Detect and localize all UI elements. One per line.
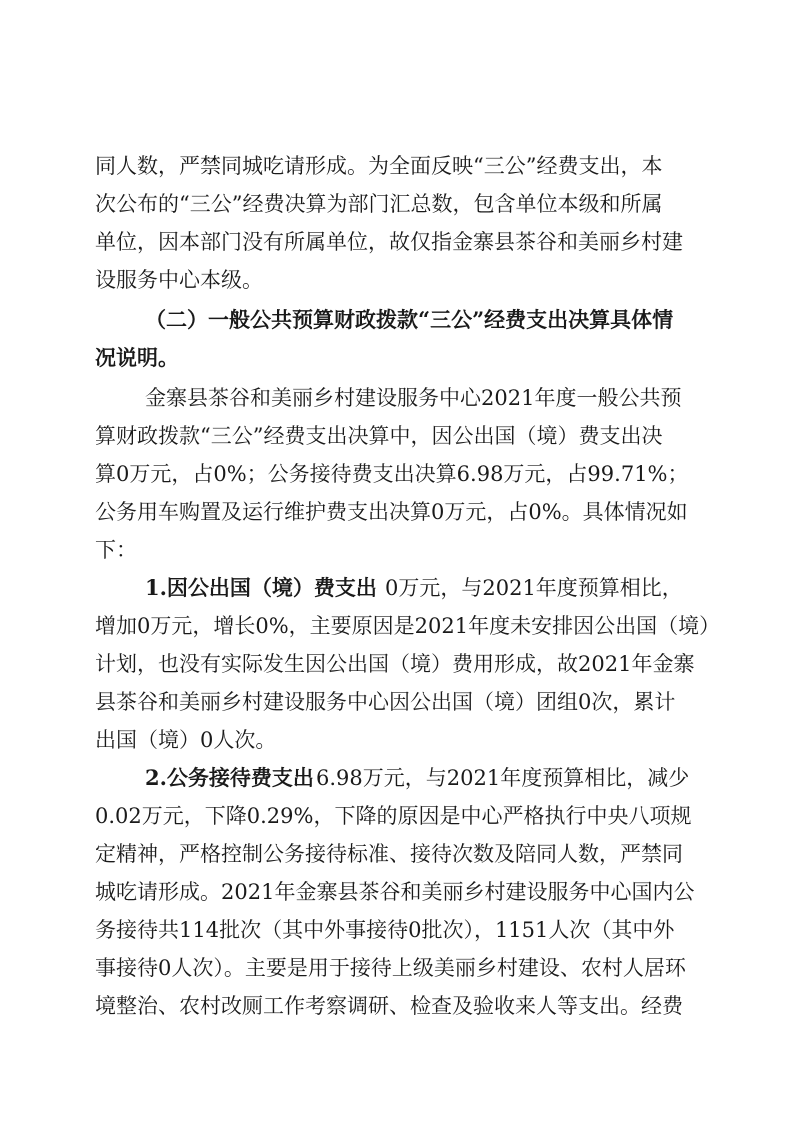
- text-line: 同人数，严禁同城吃请形成。为全面反映“三公”经费支出，本: [95, 154, 663, 178]
- paragraph-line: [0, 606, 793, 646]
- paragraph-line: [0, 530, 793, 570]
- text-line: 公务用车购置及运行维护费支出决算0万元，占0%。具体情况如: [95, 500, 688, 524]
- text-line: 次公布的“三公”经费决算为部门汇总数，包含单位本级和所属: [95, 192, 663, 216]
- text-line: 金寨县茶谷和美丽乡村建设服务中心2021年度一般公共预: [145, 386, 682, 410]
- paragraph-line: [0, 184, 793, 224]
- item-1-first-line: [0, 568, 793, 608]
- item-2-heading: 2.公务接待费支出: [145, 765, 314, 790]
- paragraph-line: [0, 260, 793, 300]
- paragraph-line: [0, 416, 793, 456]
- text-line: 单位，因本部门没有所属单位，故仅指金寨县茶谷和美丽乡村建: [95, 230, 683, 254]
- text-line: 0.02万元，下降0.29%，下降的原因是中心严格执行中央八项规: [95, 804, 692, 828]
- text-line: 6.98万元，与2021年度预算相比，减少: [316, 766, 690, 790]
- paragraph-line: [0, 682, 793, 722]
- text-line: 事接待0人次）。主要是用于接待上级美丽乡村建设、农村人居环: [95, 956, 686, 980]
- text-line: 增加0万元，增长0%，主要原因是2021年度未安排因公出国（境）: [95, 614, 721, 638]
- text-line: 算财政拨款“三公”经费支出决算中，因公出国（境）费支出决: [95, 424, 663, 448]
- paragraph-line: [0, 720, 793, 760]
- text-line: 境整治、农村改厕工作考察调研、检查及验收来人等支出。经费: [95, 994, 683, 1018]
- paragraph-line: [0, 378, 793, 418]
- text-line: 县茶谷和美丽乡村建设服务中心因公出国（境）团组0次，累计: [95, 690, 676, 714]
- text-line: 定精神，严格控制公务接待标准、接待次数及陪同人数，严禁同: [95, 842, 683, 866]
- section-heading: [0, 300, 793, 340]
- section-heading-line: 况说明。: [95, 345, 179, 370]
- text-line: 出国（境）0人次。: [95, 728, 277, 752]
- text-line: 城吃请形成。2021年金寨县茶谷和美丽乡村建设服务中心国内公: [95, 880, 695, 904]
- paragraph-line: [0, 872, 793, 912]
- paragraph-line: [0, 796, 793, 836]
- paragraph-line: [0, 986, 793, 1026]
- text-line: 计划，也没有实际发生因公出国（境）费用形成，故2021年金寨: [95, 652, 695, 676]
- text-line: 务接待共114批次（其中外事接待0批次），1151人次（其中外: [95, 918, 675, 942]
- item-2-first-line: [0, 758, 793, 798]
- paragraph-line: [0, 948, 793, 988]
- section-heading: [0, 338, 793, 378]
- paragraph-line: [0, 834, 793, 874]
- text-line: 算0万元，占0%；公务接待费支出决算6.98万元，占99.71%；: [95, 462, 689, 486]
- text-line: 下：: [95, 538, 137, 562]
- paragraph-line: [0, 910, 793, 950]
- paragraph-line: [0, 222, 793, 262]
- section-heading-line: （二）一般公共预算财政拨款“三公”经费支出决算具体情: [145, 307, 674, 332]
- item-1-heading: 1.因公出国（境）费支出: [145, 575, 377, 600]
- text-line: 设服务中心本级。: [95, 268, 263, 292]
- paragraph-line: [0, 492, 793, 532]
- paragraph-line: [0, 454, 793, 494]
- paragraph-line: [0, 146, 793, 186]
- text-line: 0万元，与2021年度预算相比，: [385, 576, 683, 600]
- paragraph-line: [0, 644, 793, 684]
